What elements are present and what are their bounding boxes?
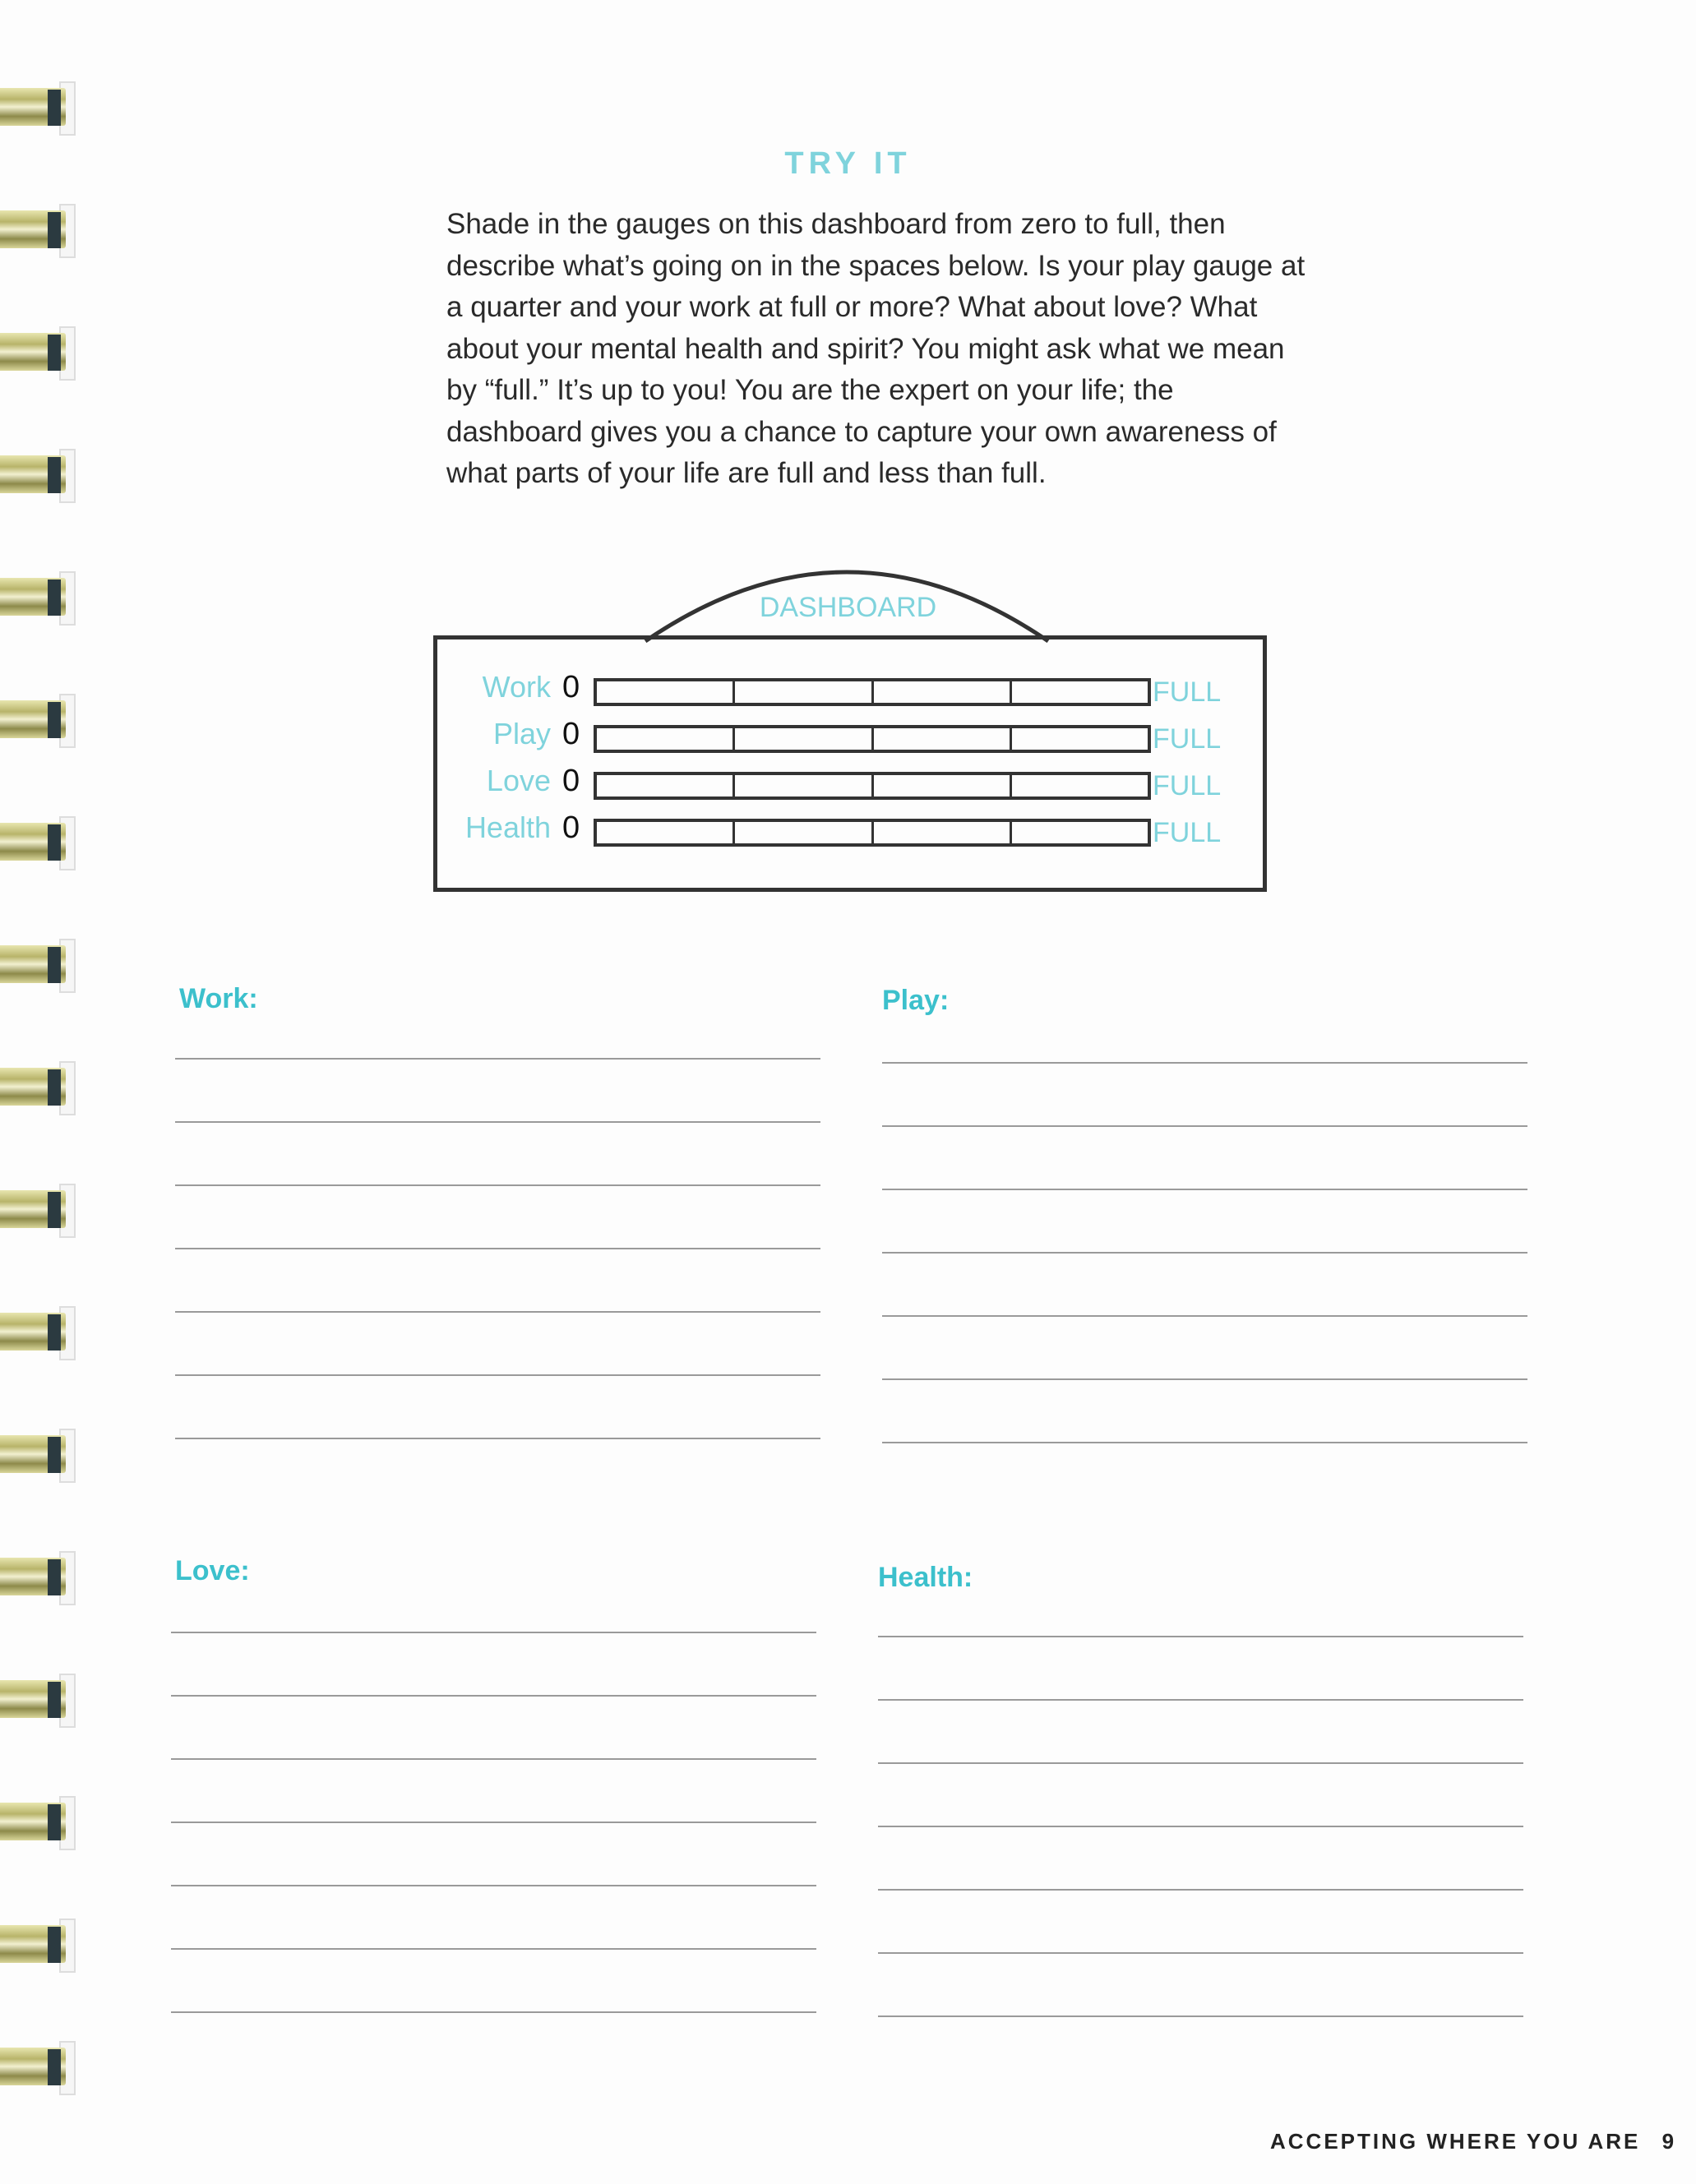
gauge-segment[interactable] xyxy=(874,822,1012,843)
writing-line[interactable] xyxy=(878,2015,1523,2017)
writing-line[interactable] xyxy=(175,1438,820,1439)
gauge-label: Health xyxy=(464,810,551,844)
gauge-bar[interactable] xyxy=(594,819,1151,847)
chapter-title: ACCEPTING WHERE YOU ARE xyxy=(1270,2129,1641,2154)
writing-line[interactable] xyxy=(175,1374,820,1376)
binding-ring xyxy=(0,1058,76,1115)
writing-line[interactable] xyxy=(878,1699,1523,1701)
page-number: 9 xyxy=(1661,2129,1677,2154)
writing-line[interactable] xyxy=(878,1889,1523,1891)
writing-line[interactable] xyxy=(878,1636,1523,1637)
writing-line[interactable] xyxy=(882,1315,1527,1317)
binding-ring xyxy=(0,201,76,258)
gauge-bar[interactable] xyxy=(594,678,1151,706)
gauge-max: FULL xyxy=(1153,817,1222,848)
gauge-segment[interactable] xyxy=(597,775,735,796)
gauge-segment[interactable] xyxy=(597,822,735,843)
section-play-label: Play: xyxy=(882,985,950,1016)
writing-line[interactable] xyxy=(175,1184,820,1186)
binding-ring xyxy=(0,323,76,381)
dashboard-title: DASHBOARD xyxy=(759,592,937,623)
section-health-label: Health: xyxy=(878,1562,973,1593)
binding-ring xyxy=(0,1793,76,1850)
writing-line[interactable] xyxy=(171,2011,816,2013)
writing-line[interactable] xyxy=(882,1252,1527,1254)
binding-ring xyxy=(0,1915,76,1973)
gauge-segment[interactable] xyxy=(1012,728,1148,750)
page-title: TRY IT xyxy=(784,146,912,181)
binding-ring xyxy=(0,78,76,136)
gauge-segment[interactable] xyxy=(1012,681,1148,703)
section-love-label: Love: xyxy=(175,1555,250,1586)
gauge-max: FULL xyxy=(1153,676,1222,708)
writing-line[interactable] xyxy=(878,1952,1523,1954)
gauge-segment[interactable] xyxy=(735,728,873,750)
binding-ring xyxy=(0,813,76,870)
binding-ring xyxy=(0,1180,76,1238)
intro-paragraph: Shade in the gauges on this dashboard from zero to full, then describe what’s going on in the spaces below. Is your play gauge at a quarter and your work at full or more? What about love? What about your mental health and spirit? You might ask what we mean by “full.” It’s up to you! You are the expert on your life; the dashboard gives you a chance to capture your own awareness of what parts of your life are full and less than full. xyxy=(446,208,1306,489)
gauge-segment[interactable] xyxy=(874,775,1012,796)
binding-ring xyxy=(0,446,76,503)
writing-line[interactable] xyxy=(171,1822,816,1823)
writing-line[interactable] xyxy=(175,1311,820,1313)
dashboard-box xyxy=(433,635,1267,892)
gauge-bar[interactable] xyxy=(594,772,1151,800)
writing-line[interactable] xyxy=(171,1632,816,1633)
writing-line[interactable] xyxy=(175,1058,820,1060)
gauge-min: 0 xyxy=(562,810,580,845)
gauge-segment[interactable] xyxy=(874,681,1012,703)
page-footer xyxy=(1270,2129,1676,2154)
binding-ring xyxy=(0,1548,76,1605)
gauge-segment[interactable] xyxy=(735,681,873,703)
gauge-segment[interactable] xyxy=(1012,822,1148,843)
writing-line[interactable] xyxy=(882,1189,1527,1190)
gauge-segment[interactable] xyxy=(735,775,873,796)
gauge-label: Play xyxy=(492,717,551,750)
gauge-min: 0 xyxy=(562,670,580,704)
writing-line[interactable] xyxy=(882,1442,1527,1443)
writing-line[interactable] xyxy=(882,1125,1527,1127)
gauge-bar[interactable] xyxy=(594,725,1151,753)
binding-ring xyxy=(0,2038,76,2095)
binding-ring xyxy=(0,1425,76,1483)
binding-ring xyxy=(0,1670,76,1728)
gauge-min: 0 xyxy=(562,717,580,751)
writing-line[interactable] xyxy=(171,1885,816,1886)
writing-line[interactable] xyxy=(171,1948,816,1950)
writing-line[interactable] xyxy=(171,1758,816,1760)
gauge-label: Love xyxy=(486,764,551,797)
writing-line[interactable] xyxy=(878,1826,1523,1827)
gauge-segment[interactable] xyxy=(597,681,735,703)
writing-line[interactable] xyxy=(878,1762,1523,1764)
binding-ring xyxy=(0,935,76,993)
gauge-min: 0 xyxy=(562,764,580,798)
binding-ring xyxy=(0,690,76,748)
gauge-segment[interactable] xyxy=(597,728,735,750)
gauge-max: FULL xyxy=(1153,723,1222,755)
gauge-segment[interactable] xyxy=(874,728,1012,750)
gauge-segment[interactable] xyxy=(1012,775,1148,796)
writing-line[interactable] xyxy=(882,1378,1527,1380)
writing-line[interactable] xyxy=(882,1062,1527,1064)
binding-ring xyxy=(0,1303,76,1360)
gauge-segment[interactable] xyxy=(735,822,873,843)
gauge-max: FULL xyxy=(1153,770,1222,801)
writing-line[interactable] xyxy=(171,1695,816,1697)
section-work-label: Work: xyxy=(179,983,258,1014)
writing-line[interactable] xyxy=(175,1121,820,1123)
gauge-label: Work xyxy=(482,670,551,704)
writing-line[interactable] xyxy=(175,1248,820,1249)
